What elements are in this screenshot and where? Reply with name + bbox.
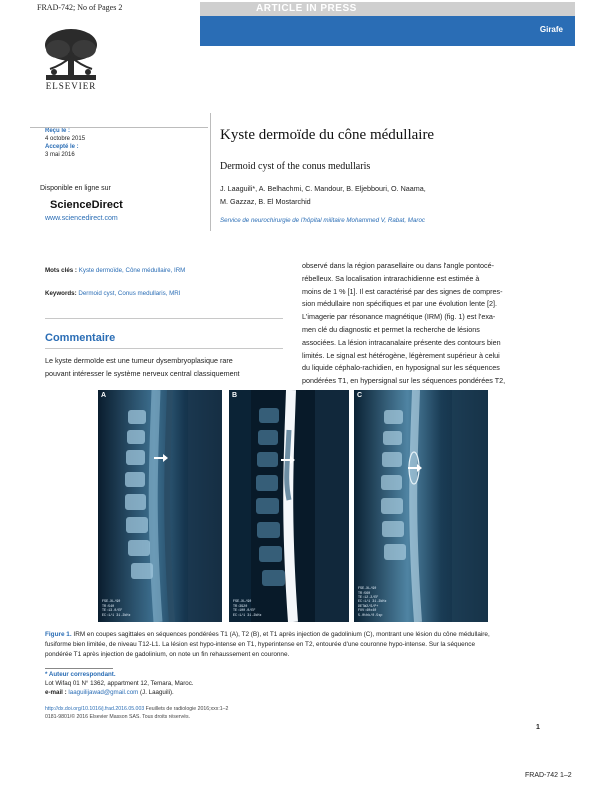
body-line: sion médullaire non spécifiques et par une évolution lente [2]. [302,299,497,309]
corresponding-author-label: * Auteur correspondant. [45,671,116,678]
body-line: men clé du diagnostic et permet la recherche de lésions [302,324,480,334]
issn-line: 0181-9801/© 2016 Elsevier Masson SAS. Tous droits réservés. [45,714,191,720]
lesion-arrow-icon [408,464,422,472]
banner-text: ARTICLE IN PRESS [256,3,357,14]
publisher-wordmark: ELSEVIER [45,81,97,91]
body-line: associées. La lésion intracanalaire présente des contours bien [302,337,501,347]
body-column-right [302,260,546,388]
panel-letter: B [232,392,238,399]
panel-letter: C [357,392,363,399]
page-number: 1 [536,724,540,731]
keywords-fr [45,267,185,274]
received-label: Reçu le : [45,128,71,134]
keywords-fr-label: Mots clés : [45,267,77,274]
mri-sequence-info: FSE-XL/90 TR:540 TE:13.0/EF EC:1/1 31.2kHz [102,600,131,618]
mri-image [98,390,222,622]
divider [45,668,113,669]
body-column-left [45,355,285,381]
article-title: Kyste dermoïde du cône médullaire [220,127,435,143]
caption-line [45,630,550,640]
email-label: e-mail : [45,689,67,696]
doi-link[interactable]: http://dx.doi.org/10.1016/j.frad.2016.05.003 [45,706,145,712]
lesion-arrow-icon [154,454,168,462]
mri-panel-c [354,390,488,622]
author-email-link[interactable]: laaguilijawad@gmail.com [68,689,139,696]
article-title-english: Dermoid cyst of the conus medullaris [220,161,371,172]
caption-line: pondérée T1 après injection de gadolinium, on note un fin rehaussement en couronne. [45,651,290,658]
affiliation: Service de neurochirurgie de l'hôpital militaire Mohammed V, Rabat, Maroc [220,217,426,224]
body-line: pondérées T1, en hypersignal sur les séquences pondérées T2, [302,376,506,386]
authors-line: M. Gazzaz, B. El Mostarchid [220,196,311,206]
body-line: du liquide céphalo-rachidien, en hyposignal sur les séquences [302,363,500,373]
caption-line: fusiforme bien limitée, de niveau T12-L1. La lésion est hypo-intense en T1, hyperintense en T2, entourée d'une couronne hypo-intense. Sur la séquence [45,641,476,648]
mri-sequence-info: FSE-XL/90 TR:560 TE:12.2/EF EC:1/1 31.2kHz DETW2/S/P+ FOV:40x40 5.0thk/0.5sp [358,587,387,618]
accepted-label: Accepté le : [45,144,79,150]
section-label: Girafe [539,25,563,34]
mri-panel-b [229,390,349,622]
body-line: Le kyste dermoïde est une tumeur dysembryoplasique rare [45,356,233,365]
author-list [220,183,520,208]
sciencedirect-link[interactable]: www.sciencedirect.com [45,215,118,222]
divider [45,348,283,349]
body-line: L'imagerie par résonance magnétique (IRM) (fig. 1) est l'exa- [302,312,496,322]
availability-label: Disponible en ligne sur [40,185,111,192]
section-heading: Commentaire [45,332,116,344]
email-suffix: (J. Laaguili). [140,689,174,696]
body-line: moins de 1 % [1]. Il est caractérisé par des signes de compres- [302,286,503,296]
figure-caption [45,630,550,660]
article-in-press-banner [200,2,575,16]
caption-label: Figure 1. [45,631,72,638]
journal-band [200,16,575,46]
keywords-en-label: Keywords: [45,290,77,297]
author-address: Lot Wifaq 01 N° 1362, appartment 12, Temara, Maroc. [45,680,194,687]
received-date: 4 octobre 2015 [45,136,86,142]
divider [210,113,211,231]
body-line: limités. Le signal est hétérogène, légèrement supérieur à celui [302,350,500,360]
doi-line [45,706,228,712]
mri-panel-a [98,390,222,622]
journal-citation: Feuillets de radiologie 2016;xxx:1–2 [145,706,229,712]
keywords-fr-values[interactable]: Kyste dermoïde, Cône médullaire, IRM [78,267,186,274]
divider [45,318,283,319]
footer-article-code: FRAD-742 1–2 [525,772,572,779]
authors-line: J. Laaguili*, A. Belhachmi, C. Mandour, B. Eljebbouri, O. Naama, [220,184,426,193]
divider [30,127,208,128]
panel-letter: A [101,392,107,399]
caption-text: IRM en coupes sagittales en séquences pondérées T1 (A), T2 (B), et T1 après injection de gadolinium (C), montrant une lésion du cône médullaire, [73,631,490,638]
mri-sequence-info: FSE-XL/90 TR:3920 TE:100.0/EF EC:1/1 31.2kHz [233,600,262,618]
author-email-line [45,689,174,696]
body-line: observé dans la région parasellaire ou dans l'angle pontocé- [302,261,494,270]
lesion-arrow-icon [281,456,295,464]
keywords-en-values[interactable]: Dermoid cyst, Conus medullaris, MRI [78,290,181,297]
accepted-date: 3 mai 2016 [45,152,75,158]
body-line: pouvant intéresser le système nerveux central classiquement [45,368,240,378]
body-line: rébelleux. Sa localisation intrarachidienne est estimée à [302,273,480,283]
running-head: FRAD-742; No of Pages 2 [37,3,123,12]
keywords-en [45,290,181,297]
mri-image [229,390,349,622]
sciencedirect-logo: ScienceDirect [50,199,123,211]
